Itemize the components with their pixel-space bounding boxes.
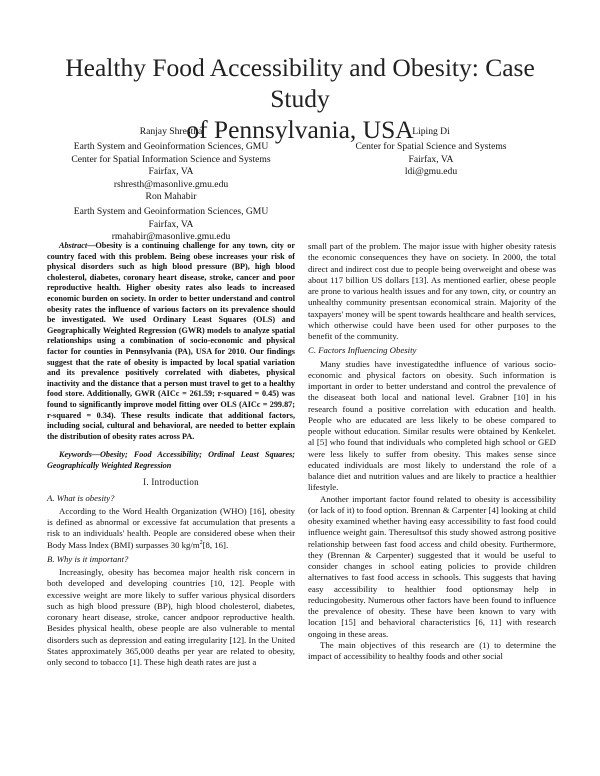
keywords-text: —Obesity; Food Accessibility; Ordinal Least Squares; Geographically Weighted Regression xyxy=(47,450,295,470)
paragraph-text: According to the Word Health Organization (WHO) [16], obesity is defined as abnormal or excessive fat accumulation that presents a risk to an individuals' health. People are considered obese when their Body Mass Index (BMI) surpasses 30 kg/m xyxy=(47,505,295,550)
author-location: Fairfax, VA xyxy=(148,166,194,178)
subsection-heading-why-important: B. Why is it important? xyxy=(47,553,129,564)
left-column xyxy=(47,241,295,668)
paragraph-objectives: The main objectives of this research are (1) to determine the impact of accessibility to healthy foods and other social xyxy=(308,639,556,661)
section-heading-introduction: I. Introduction xyxy=(143,477,199,488)
author-block-2 xyxy=(306,126,556,179)
author-location: Fairfax, VA xyxy=(148,218,194,230)
paragraph-why-important: Increasingly, obesity has becomea major health risk concern in both developed and developing countries [10, 12]. People with excessive weight are more likely to suffer various physical disorders such as high blood pressure (BP), high blood cholesterol, diabetes, coronary heart disease, stroke, cancer andpoor reproductive health. Besides physical health, obese people are also vulnerable to mental disorders such as depression and eating irregularity [12]. In the United States approximately 365,000 deaths per year are related to obesity, only second to tobacco [1]. These high death rates are just a xyxy=(47,567,295,668)
keywords-label: Keywords xyxy=(59,450,92,460)
author-affiliation: Earth System and Geoinformation Sciences, GMU xyxy=(73,206,269,218)
paragraph-text: [8, 16]. xyxy=(202,539,229,550)
author-name: Ron Mahabir xyxy=(145,191,197,202)
author-block-1 xyxy=(47,126,295,191)
author-name: Liping Di xyxy=(412,126,450,137)
author-affiliation: Center for Spatial Information Science and Systems xyxy=(71,153,271,165)
author-affiliation: Earth System and Geoinformation Sciences, GMU xyxy=(73,141,269,153)
abstract xyxy=(47,241,295,442)
author-name: Ranjay Shrestha xyxy=(139,126,203,137)
subsection-heading-what-is-obesity: A. What is obesity? xyxy=(47,492,115,503)
abstract-label: Abstract xyxy=(59,241,88,250)
keywords xyxy=(47,450,295,471)
right-column xyxy=(308,241,556,662)
author-email: rshresth@masonlive.gmu.edu xyxy=(113,178,229,190)
author-location: Fairfax, VA xyxy=(408,153,454,165)
abstract-text: —Obesity is a continuing challenge for any town, city or country faced with this problem. Being obese increases your risk of physical disorders such as high blood pressure (BP), high blood cholesterol, diabetes, coronary heart disease, stroke, cancer and poor reproductive health. Higher obesity rates also leads to increased economic burden on society. In order to better understand and control obesity rates the influence of various factors on its prevalence should be investigated. We used Ordinary Least Squares (OLS) and Geographically Weighted Regression (GWR) models to analyze spatial relationships using a combination of socio-economic and physical factor for counties in Pennsylvania (PA), USA for 2010. Our findings suggest that the rate of obesity is impacted by local spatial variation and its prevalence positively correlated with diabetes, physical inactivity and the distance that a person must travel to get to a healthy food store. Additionally, GWR (AICc = 261.59; r-squared = 0.45) was found to significantly improve model fitting over OLS (AICc = 299.87; r-squared = 0.34). These results indicate that additional factors, including social, cultural and behavioral, are needed to better explain the distribution of obesity rates across PA. xyxy=(47,241,295,441)
paragraph-factors-studies: Many studies have investigatedthe influence of various socio-economic and physical factors on obesity. Such information is important in order to better understand and control the prevalence of the diseaseat both local and national level. Grabner [10] in his research found a positive correlation with education and health. People who are educated are less likely to be obese compared to people without education. Similar results were obtained by Kenkelet. al [5] who found that individuals who completed high school or GED were less likely to suffer from obesity. This makes sense since educated individuals are most likely to understand the role of a balance diet and nutrition values and are likely to practice a healthier lifestyle. xyxy=(308,358,556,493)
author-email: ldi@gmu.edu xyxy=(404,166,458,178)
paper-title-line-1: Healthy Food Accessibility and Obesity: Case Study xyxy=(65,53,535,113)
paper-title-line-2: of Pennsylvania, USA xyxy=(186,115,414,144)
paragraph-what-is-obesity xyxy=(47,506,295,551)
superscript: 2 xyxy=(199,539,203,546)
paragraph-economic-consequences: small part of the problem. The major issue with higher obesity ratesis the economic consequences they have on society. In 2000, the total direct and indirect cost due to people being overweight and obese was about 117 billion US dollars [13]. As mentioned earlier, obese people are prone to various health issues and for any town, city, or country an unhealthy community presentsan economical strain. Majority of the taxpayers' money will be spent towards healthcare and health services, which otherwise could have been used for other purposes to the benefit of the community. xyxy=(308,241,556,341)
subsection-heading-factors: C. Factors Influencing Obesity xyxy=(308,345,417,356)
author-email: rmahabir@masonlive.gmu.edu xyxy=(111,231,231,243)
author-affiliation: Center for Spatial Science and Systems xyxy=(355,141,507,153)
paragraph-food-accessibility: Another important factor found related to obesity is accessibility (or lack of it) to food option. Brennan & Carpenter [4] looking at child obesity examined whether having easy accessibility to fast food could influence weight gain. Theresultsof this study showed astrong positive relationship between fast food access and child obesity. Furthermore, they (Brennan & Carpenter) suggested that it would be useful to consider changes in school eating policies to provide children alternatives to fast food access in schools. This suggests that having easy accessibility to healthier food optionsmay help in reducingobesity. Numerous other factors have been found to influence the prevalence of obesity. These have been known to vary with location [15] and behavioral characteristics [6, 11] with research ongoing in these areas. xyxy=(308,493,556,639)
author-block-3 xyxy=(47,191,295,244)
